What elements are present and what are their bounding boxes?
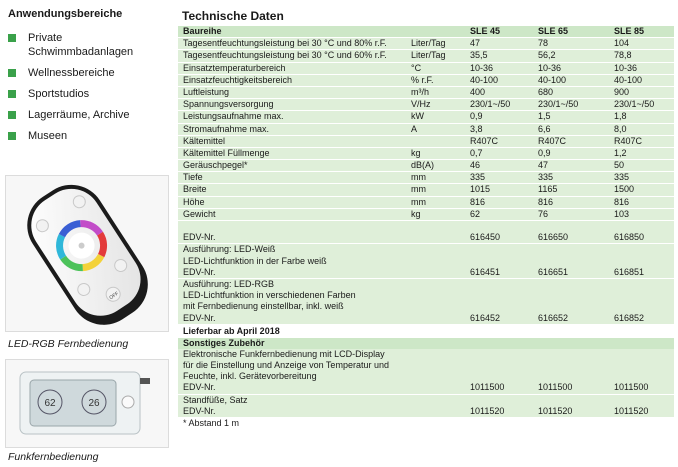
remote-off-label: OFF xyxy=(108,290,121,302)
footnote: * Abstand 1 m xyxy=(183,418,240,428)
table-row: Kältemittel Füllmenge kg 0,7 0,9 1,2 xyxy=(178,148,674,160)
edv-row: EDV-Nr. 1011500 1011500 1011500 xyxy=(183,382,649,393)
square-bullet-icon xyxy=(8,34,16,42)
table-row: Geräuschpegel* dB(A) 46 47 50 xyxy=(178,160,674,172)
radio-remote-photo xyxy=(5,359,169,448)
square-bullet-icon xyxy=(8,90,16,98)
table-row: Spannungsversorgung V/Hz 230/1~/50 230/1~/50 230/1~/50 xyxy=(178,99,674,111)
table-row: Gewicht kg 62 76 103 xyxy=(178,209,674,221)
table-row: Einsatztemperaturbereich °C 10-36 10-36 10-36 xyxy=(178,63,674,75)
table-row: Tagesentfeuchtungsleistung bei 30 °C und 60% r.F. Liter/Tag 35,5 56,2 78,8 xyxy=(178,50,674,62)
applications-list xyxy=(8,31,133,150)
table-row: Stromaufnahme max. A 3,8 6,6 8,0 xyxy=(178,124,674,136)
caption-funk: Funkfernbedienung xyxy=(8,451,99,463)
application-item: Museen xyxy=(8,129,133,143)
caption-led-rgb: LED-RGB Fernbedienung xyxy=(8,338,129,350)
application-item: Wellnessbereiche xyxy=(8,66,133,80)
table-row: Kältemittel R407C R407C R407C xyxy=(178,136,674,148)
table-row: Höhe mm 816 816 816 xyxy=(178,197,674,209)
table-row: Tiefe mm 335 335 335 xyxy=(178,172,674,184)
display-value-right: 26 xyxy=(88,398,100,409)
radio-remote-icon xyxy=(6,360,168,447)
table-row: Breite mm 1015 1165 1500 xyxy=(178,184,674,196)
square-bullet-icon xyxy=(8,132,16,140)
square-bullet-icon xyxy=(8,111,16,119)
variant-led-rgb: Ausführung: LED-RGB LED-Lichtfunktion in verschiedenen Farben mit Fernbedienung einstellbar, inkl. weiß EDV-Nr. 616452 616652 616852 xyxy=(178,279,674,325)
application-item: Private Schwimmbadanlagen xyxy=(8,31,133,59)
applications-title: Anwendungsbereiche xyxy=(8,8,123,20)
technical-data-table xyxy=(178,26,674,429)
accessories-header: Sonstiges Zubehör xyxy=(178,338,674,349)
edv-row: EDV-Nr. 616452 616652 616852 xyxy=(183,312,645,323)
display-value-left: 62 xyxy=(44,398,56,409)
square-bullet-icon xyxy=(8,69,16,77)
table-row: Luftleistung m³/h 400 680 900 xyxy=(178,87,674,99)
accessory-feet: Standfüße, Satz EDV-Nr. 1011520 1011520 1011520 xyxy=(178,395,674,418)
edv-row: EDV-Nr. 1011520 1011520 1011520 xyxy=(183,405,649,416)
applications-panel xyxy=(0,0,172,467)
edv-row: EDV-Nr. 616450 616650 616850 xyxy=(183,232,645,243)
table-header-row: Baureihe SLE 45 SLE 65 SLE 85 xyxy=(178,26,674,38)
led-rgb-remote-photo xyxy=(5,175,169,332)
table-row: Tagesentfeuchtungsleistung bei 30 °C und 80% r.F. Liter/Tag 47 78 104 xyxy=(178,38,674,50)
application-item: Lagerräume, Archive xyxy=(8,108,133,122)
availability-note: Lieferbar ab April 2018 xyxy=(183,325,280,336)
accessory-radio-remote: Elektronische Funkfernbedienung mit LCD-Display für die Einstellung und Anzeige von Temperatur und Feuchte, inkl. Gerätevorbereitung EDV-Nr. 1011500 1011500 1011500 xyxy=(178,349,674,395)
technical-data-panel xyxy=(178,0,678,467)
remote-control-icon xyxy=(6,176,168,331)
application-item: Sportstudios xyxy=(8,87,133,101)
edv-block-main xyxy=(178,221,674,244)
table-row: Leistungsaufnahme max. kW 0,9 1,5 1,8 xyxy=(178,111,674,123)
technical-data-title: Technische Daten xyxy=(182,9,284,23)
variant-led-white: Ausführung: LED-Weiß LED-Lichtfunktion in der Farbe weiß EDV-Nr. 616451 616651 616851 xyxy=(178,244,674,279)
table-row: Einsatzfeuchtigkeitsbereich % r.F. 40-100 40-100 40-100 xyxy=(178,75,674,87)
edv-row: EDV-Nr. 616451 616651 616851 xyxy=(183,266,645,277)
